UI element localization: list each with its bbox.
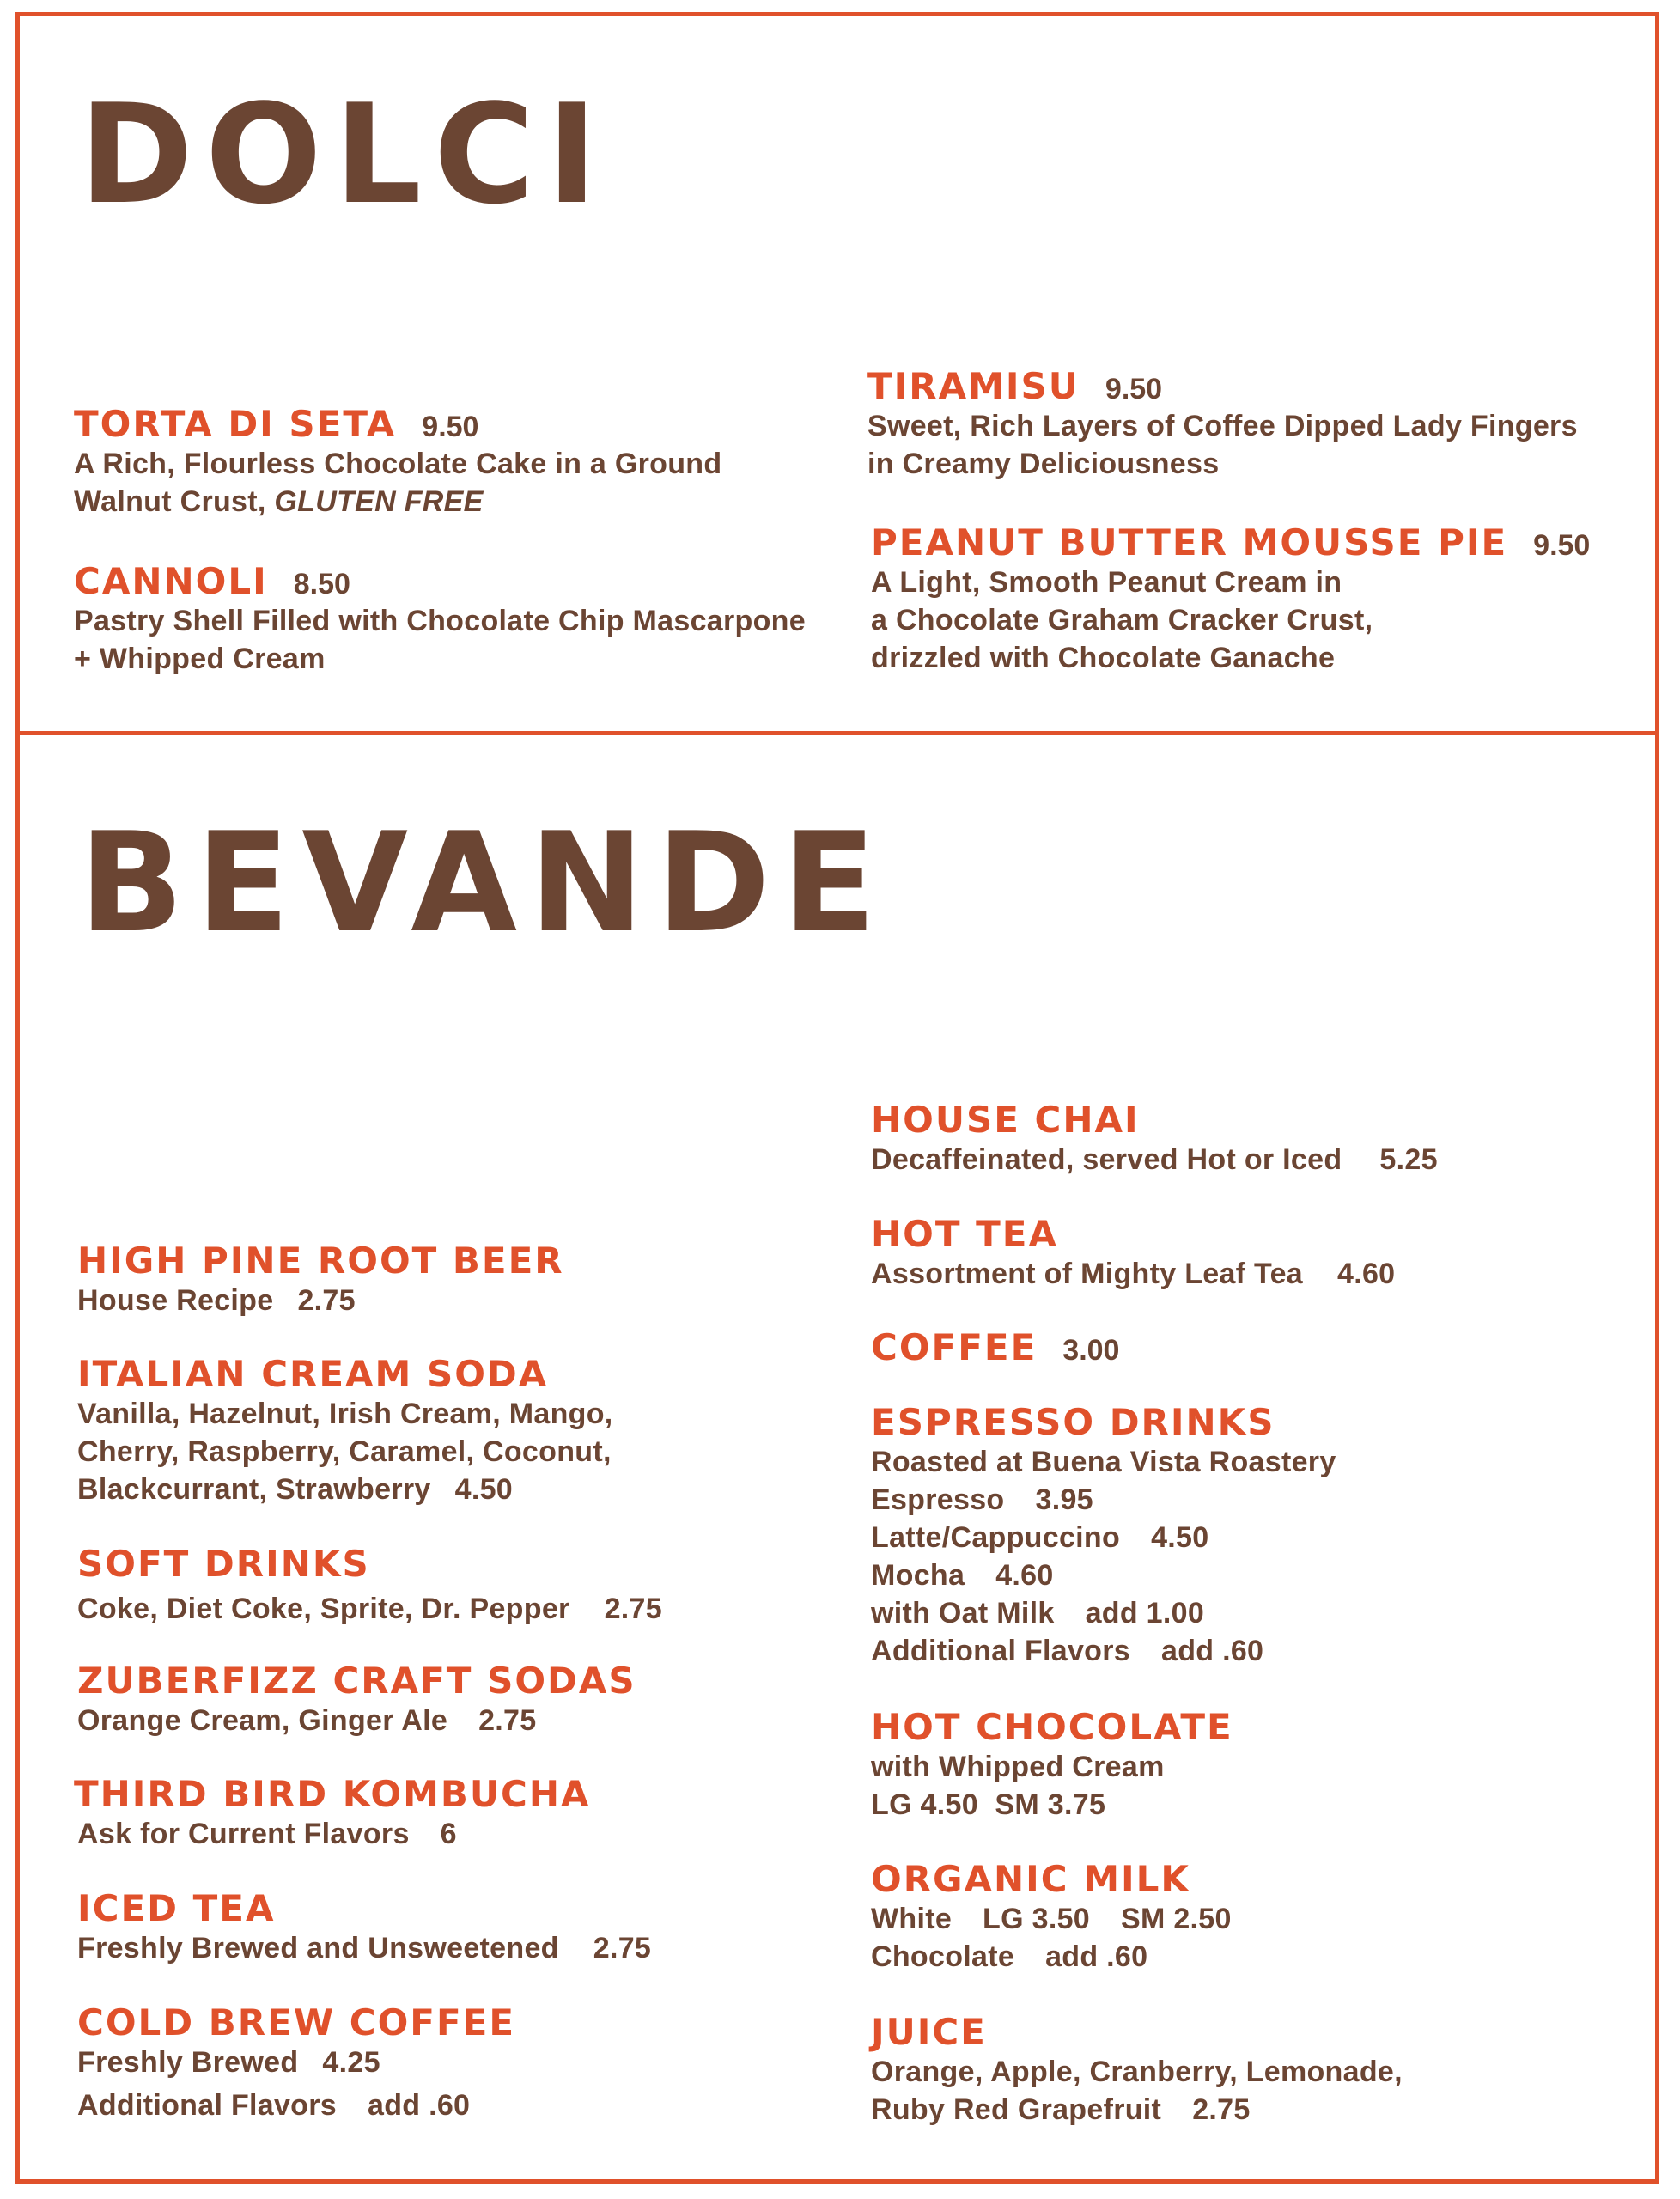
item-name: COLD BREW COFFEE	[77, 2001, 516, 2044]
item-price: 4.60	[995, 1559, 1054, 1593]
item-name: ICED TEA	[77, 1887, 276, 1929]
item-price: LG 3.50	[983, 1903, 1090, 1936]
item-name: ZUBERFIZZ CRAFT SODAS	[77, 1660, 636, 1702]
item-name: ORGANIC MILK	[871, 1858, 1190, 1900]
dolci-title: DOLCI	[79, 74, 610, 235]
item-description: Orange Cream, Ginger Ale	[77, 1704, 448, 1738]
item-option: White	[871, 1903, 953, 1936]
item-iced-tea	[77, 1888, 651, 1967]
item-hot-chocolate	[871, 1707, 1233, 1824]
item-name: TIRAMISU	[867, 365, 1080, 407]
bevande-title: BEVANDE	[79, 802, 889, 963]
item-price: add 1.00	[1085, 1597, 1205, 1630]
item-price: 3.95	[1035, 1483, 1093, 1517]
item-price: 2.75	[297, 1284, 356, 1318]
item-name: COFFEE	[871, 1326, 1038, 1368]
item-hot-tea	[871, 1214, 1395, 1293]
item-description: a Chocolate Graham Cracker Crust,	[871, 604, 1373, 637]
item-name: PEANUT BUTTER MOUSSE PIE	[871, 521, 1508, 563]
item-description: A Light, Smooth Peanut Cream in	[871, 566, 1342, 600]
item-cannoli	[74, 561, 806, 678]
item-price: 5.25	[1379, 1143, 1438, 1177]
gluten-free-note: GLUTEN FREE	[274, 485, 484, 519]
item-price: 4.50	[1151, 1521, 1209, 1555]
item-name: TORTA DI SETA	[74, 403, 397, 445]
item-house-chai	[871, 1100, 1438, 1179]
item-root-beer	[77, 1240, 564, 1319]
item-description: + Whipped Cream	[74, 643, 326, 676]
menu-border	[15, 12, 1659, 2184]
item-name: SOFT DRINKS	[77, 1543, 370, 1585]
item-coffee	[871, 1327, 1119, 1368]
item-description: with Whipped Cream	[871, 1751, 1165, 1784]
item-organic-milk	[871, 1859, 1232, 1976]
item-name: THIRD BIRD KOMBUCHA	[74, 1773, 591, 1815]
item-price: SM 2.50	[1120, 1903, 1232, 1936]
item-price: 2.75	[1192, 2093, 1251, 2127]
item-price: LG 4.50 SM 3.75	[871, 1788, 1106, 1822]
item-cold-brew	[77, 2002, 515, 2124]
item-description: Additional Flavors	[77, 2089, 337, 2123]
item-price: add .60	[1045, 1940, 1148, 1974]
item-name: JUICE	[871, 2011, 987, 2053]
item-espresso-drinks	[871, 1402, 1336, 1670]
item-description: Orange, Apple, Cranberry, Lemonade,	[871, 2056, 1403, 2089]
item-zuberfizz	[77, 1660, 636, 1739]
item-description: Coke, Diet Coke, Sprite, Dr. Pepper	[77, 1593, 570, 1626]
item-description: Cherry, Raspberry, Caramel, Coconut,	[77, 1435, 612, 1469]
item-italian-cream-soda	[77, 1354, 613, 1508]
item-price: 2.75	[478, 1704, 537, 1738]
item-name: ITALIAN CREAM SODA	[77, 1353, 549, 1395]
item-price: 6	[440, 1818, 457, 1851]
item-price: 9.50	[422, 411, 479, 443]
item-description: A Rich, Flourless Chocolate Cake in a Ground	[74, 448, 722, 481]
item-name: HOT CHOCOLATE	[871, 1706, 1233, 1748]
item-soft-drinks	[77, 1544, 662, 1628]
item-tiramisu	[867, 366, 1578, 483]
item-option: with Oat Milk	[871, 1597, 1055, 1630]
item-description: Ask for Current Flavors	[77, 1818, 410, 1851]
item-price: 4.50	[454, 1473, 513, 1507]
item-price: 4.60	[1337, 1258, 1396, 1291]
item-price: 2.75	[593, 1932, 652, 1965]
item-description: Walnut Crust,	[74, 485, 266, 519]
item-price: 4.25	[322, 2046, 380, 2080]
item-price: 9.50	[1533, 529, 1591, 562]
item-kombucha	[74, 1774, 590, 1853]
item-description: Vanilla, Hazelnut, Irish Cream, Mango,	[77, 1398, 613, 1431]
item-price: 3.00	[1062, 1334, 1120, 1367]
item-description: Pastry Shell Filled with Chocolate Chip Mascarpone	[74, 605, 806, 638]
item-peanut-butter-mousse-pie	[871, 522, 1590, 677]
item-description: drizzled with Chocolate Ganache	[871, 642, 1336, 675]
item-name: HOT TEA	[871, 1213, 1058, 1255]
item-torta-di-seta	[74, 404, 721, 521]
item-name: ESPRESSO DRINKS	[871, 1401, 1275, 1443]
item-name: HIGH PINE ROOT BEER	[77, 1240, 564, 1282]
item-option: Espresso	[871, 1483, 1005, 1517]
item-option: Chocolate	[871, 1940, 1015, 1974]
item-description: Sweet, Rich Layers of Coffee Dipped Lady Fingers	[867, 410, 1578, 443]
item-description: House Recipe	[77, 1284, 274, 1318]
item-description: Ruby Red Grapefruit	[871, 2093, 1162, 2127]
item-option: Mocha	[871, 1559, 965, 1593]
item-description: Freshly Brewed	[77, 2046, 299, 2080]
item-price: 2.75	[604, 1593, 662, 1626]
section-divider	[15, 731, 1659, 735]
item-name: HOUSE CHAI	[871, 1099, 1140, 1141]
item-option: Latte/Cappuccino	[871, 1521, 1121, 1555]
item-name: CANNOLI	[74, 560, 268, 602]
item-price: 9.50	[1105, 373, 1163, 405]
item-description: Blackcurrant, Strawberry	[77, 1473, 431, 1507]
item-description: Assortment of Mighty Leaf Tea	[871, 1258, 1304, 1291]
item-price: 8.50	[293, 568, 350, 600]
item-juice	[871, 2012, 1403, 2129]
item-price: add .60	[1161, 1635, 1264, 1668]
item-option: Additional Flavors	[871, 1635, 1130, 1668]
item-price: add .60	[368, 2089, 471, 2123]
item-description: in Creamy Deliciousness	[867, 448, 1220, 481]
item-description: Roasted at Buena Vista Roastery	[871, 1446, 1336, 1479]
item-description: Freshly Brewed and Unsweetened	[77, 1932, 559, 1965]
item-description: Decaffeinated, served Hot or Iced	[871, 1143, 1342, 1177]
